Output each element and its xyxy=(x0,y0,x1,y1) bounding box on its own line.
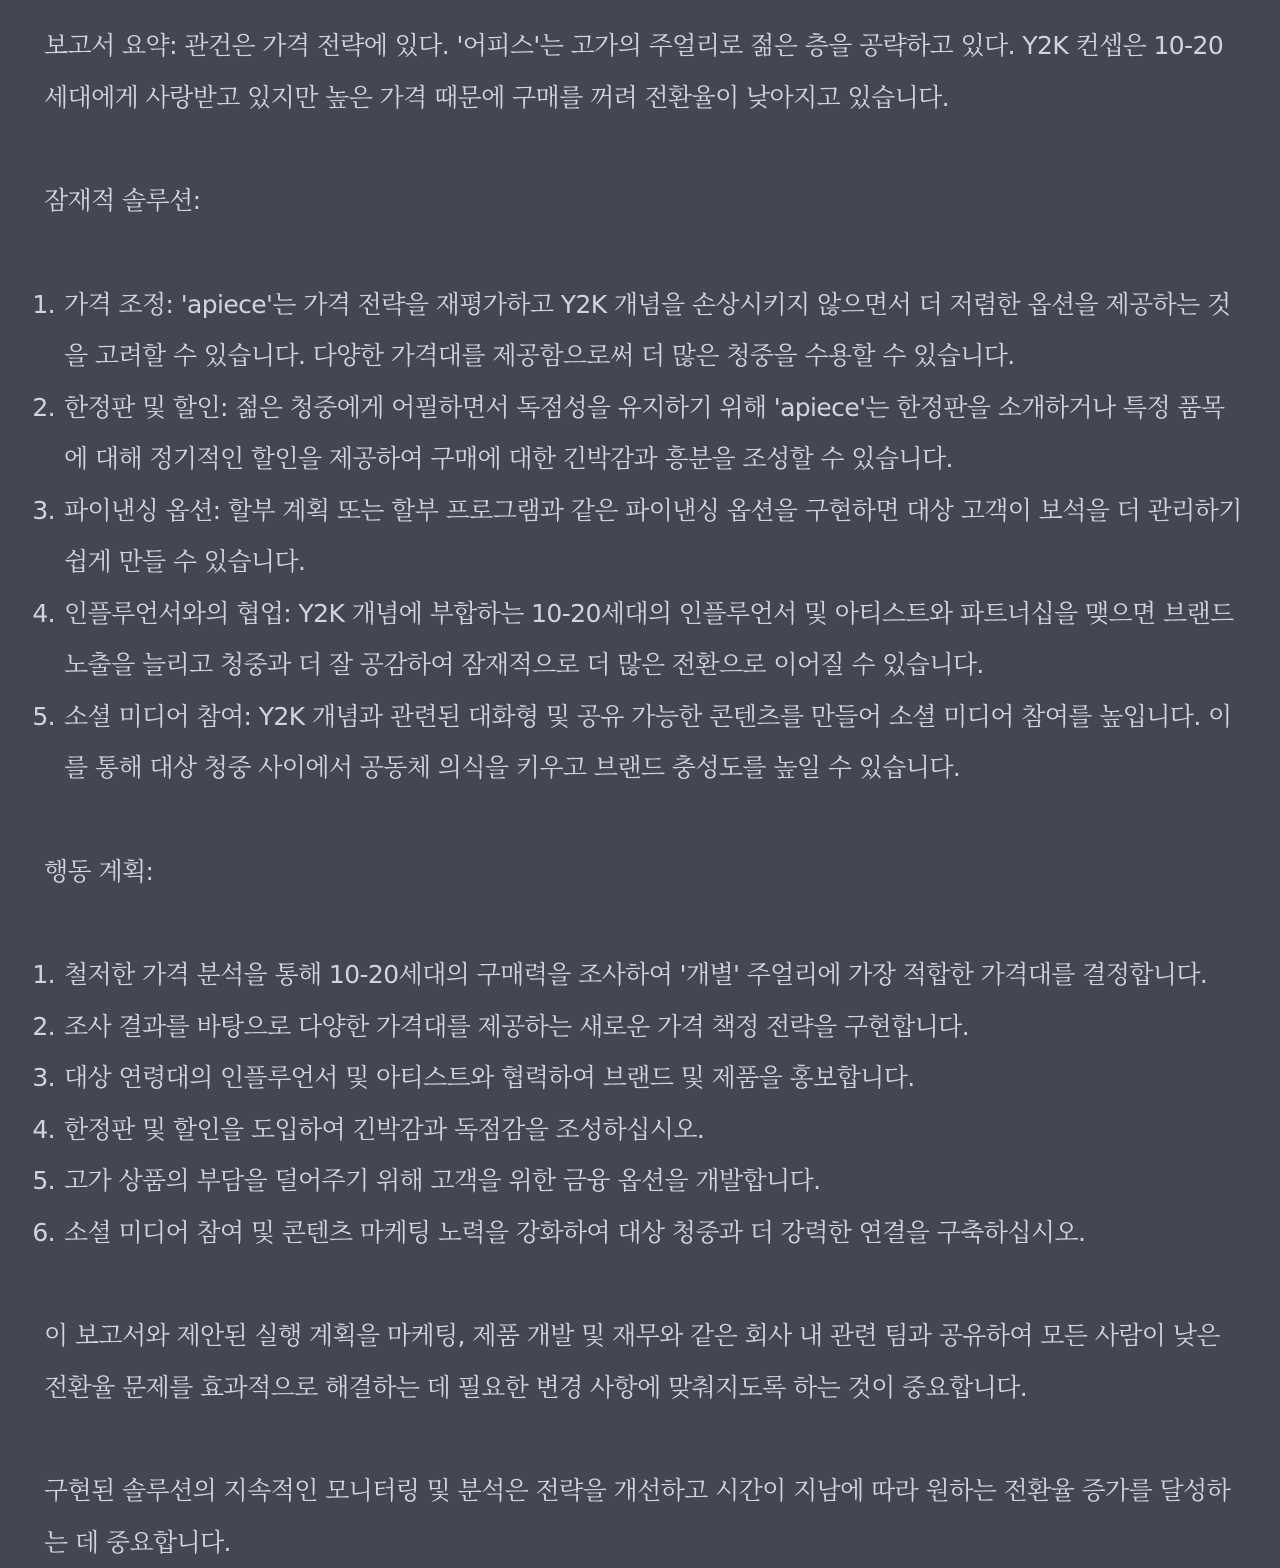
list-number: 5. xyxy=(32,701,55,731)
spacer xyxy=(44,794,1244,846)
list-number: 4. xyxy=(32,598,55,628)
list-text: 한정판 및 할인: 젊은 청중에게 어필하면서 독점성을 유지하기 위해 'apiece'는 한정판을 소개하거나 특정 품목에 대해 정기적인 할인을 제공하여 구매에 대한 긴박감과 흥분을 조성할 수 있습니다. xyxy=(64,392,1225,473)
spacer xyxy=(44,897,1244,949)
final-paragraph: 구현된 솔루션의 지속적인 모니터링 및 분석은 전략을 개선하고 시간이 지남에 따라 원하는 전환율 증가를 달성하는 데 중요합니다. xyxy=(44,1476,1231,1557)
list-number: 5. xyxy=(32,1166,55,1195)
list-item xyxy=(18,1052,1244,1104)
spacer xyxy=(44,1413,1244,1465)
list-number: 6. xyxy=(32,1217,55,1247)
solutions-heading: 잠재적 솔루션: xyxy=(44,186,201,215)
spacer xyxy=(44,1258,1244,1310)
list-text: 소셜 미디어 참여: Y2K 개념과 관련된 대화형 및 공유 가능한 콘텐츠를 만들어 소셜 미디어 참여를 높입니다. 이를 통해 대상 청중 사이에서 공동체 의식을 키우고 브랜드 충성도를 높일 수 있습니다. xyxy=(64,701,1232,782)
list-item xyxy=(18,279,1244,382)
list-item xyxy=(18,588,1244,691)
list-text: 인플루언서와의 협업: Y2K 개념에 부합하는 10-20세대의 인플루언서 및 아티스트와 파트너십을 맺으면 브랜드 노출을 늘리고 청중과 더 잘 공감하여 잠재적으로 더 많은 전환으로 이어질 수 있습니다. xyxy=(64,598,1234,679)
list-number: 2. xyxy=(32,392,55,422)
list-text: 소셜 미디어 참여 및 콘텐츠 마케팅 노력을 강화하여 대상 청중과 더 강력한 연결을 구축하십시오. xyxy=(64,1217,1086,1247)
list-text: 파이낸싱 옵션: 할부 계획 또는 할부 프로그램과 같은 파이낸싱 옵션을 구현하면 대상 고객이 보석을 더 관리하기 쉽게 만들 수 있습니다. xyxy=(64,495,1242,576)
list-text: 가격 조정: 'apiece'는 가격 전략을 재평가하고 Y2K 개념을 손상시키지 않으면서 더 저렴한 옵션을 제공하는 것을 고려할 수 있습니다. 다양한 가격대를 제공함으로써 더 많은 청중을 수용할 수 있습니다. xyxy=(64,289,1231,370)
list-number: 1. xyxy=(32,289,55,319)
action-plan-heading: 행동 계획: xyxy=(44,856,154,886)
closing-paragraph: 이 보고서와 제안된 실행 계획을 마케팅, 제품 개발 및 재무와 같은 회사 내 관련 팀과 공유하여 모든 사람이 낮은 전환율 문제를 효과적으로 해결하는 데 필요한 변경 사항에 맞춰지도록 하는 것이 중요합니다. xyxy=(44,1321,1220,1402)
list-item xyxy=(18,1155,1244,1207)
solutions-list xyxy=(18,279,1244,794)
list-text: 대상 연령대의 인플루언서 및 아티스트와 협력하여 브랜드 및 제품을 홍보합니다. xyxy=(64,1063,915,1092)
list-text: 고가 상품의 부담을 덜어주기 위해 고객을 위한 금융 옵션을 개발합니다. xyxy=(64,1166,821,1195)
list-number: 2. xyxy=(32,1011,55,1041)
list-text: 철저한 가격 분석을 통해 10-20세대의 구매력을 조사하여 '개별' 주얼리에 가장 적합한 가격대를 결정합니다. xyxy=(64,960,1208,989)
action-plan-list xyxy=(18,949,1244,1258)
list-item xyxy=(18,1104,1244,1156)
list-text: 조사 결과를 바탕으로 다양한 가격대를 제공하는 새로운 가격 책정 전략을 구현합니다. xyxy=(64,1011,970,1041)
list-item xyxy=(18,382,1244,485)
list-number: 3. xyxy=(32,1063,55,1092)
list-item xyxy=(18,1001,1244,1053)
list-number: 4. xyxy=(32,1114,55,1144)
list-text: 한정판 및 할인을 도입하여 긴박감과 독점감을 조성하십시오. xyxy=(64,1114,705,1144)
spacer xyxy=(44,227,1244,279)
spacer xyxy=(44,123,1244,175)
list-item xyxy=(18,949,1244,1001)
report-summary: 보고서 요약: 관건은 가격 전략에 있다. '어피스'는 고가의 주얼리로 젊은 층을 공략하고 있다. Y2K 컨셉은 10-20세대에게 사랑받고 있지만 높은 가격 때문에 구매를 꺼려 전환율이 낮아지고 있습니다. xyxy=(44,31,1224,112)
list-number: 1. xyxy=(32,960,55,989)
list-item xyxy=(18,691,1244,794)
list-item xyxy=(18,1207,1244,1259)
list-number: 3. xyxy=(32,495,55,525)
list-item xyxy=(18,485,1244,588)
